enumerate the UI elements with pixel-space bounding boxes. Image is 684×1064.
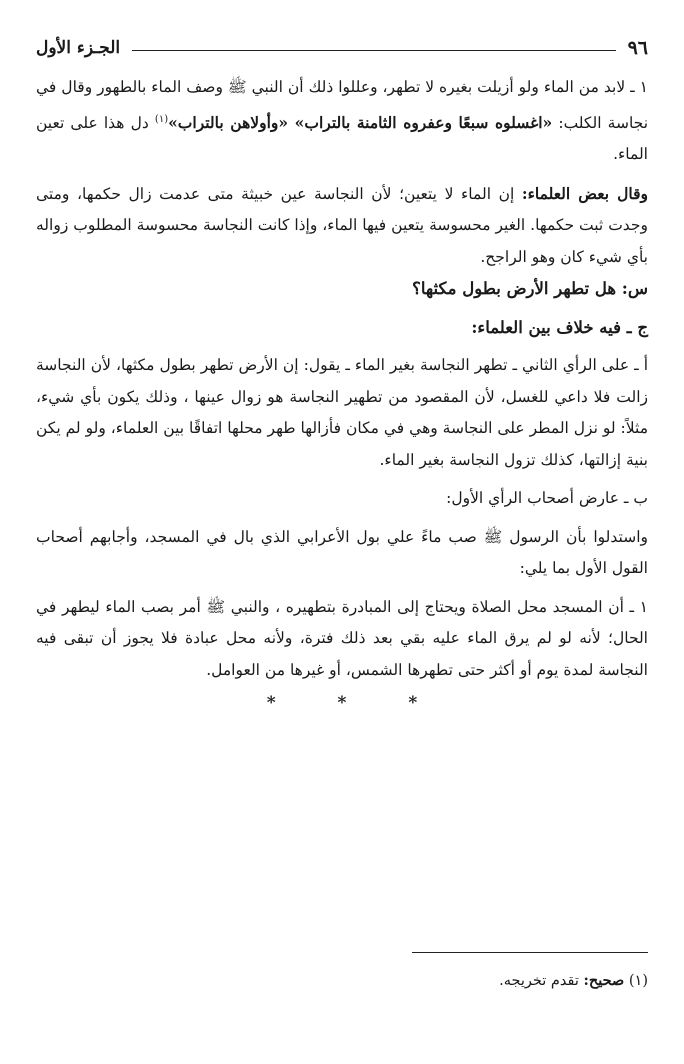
answer-heading: ج ـ فيه خلاف بين العلماء: [471,317,648,337]
question: س: هل تطهر الأرض بطول مكثها؟ [412,279,648,299]
running-title: الجـزء الأول [36,38,121,58]
paragraph-4: ب ـ عارض أصحاب الرأي الأول: [446,489,648,508]
page-number: ٩٦ [627,37,648,59]
footnote-label: صحيح: [583,972,625,989]
paragraph-6: ١ ـ أن المسجد محل الصلاة ويحتاج إلى المبادرة بتطهيره ، والنبي ﷺ أمر بصب الماء ليطهر في الحال؛ لأنه لو لم يرق الماء عليه بقي بعد ذلك فترة، ولأنه محل عبادة فلا يجوز أن تبقى فيه النجاسة لمدة يوم أو أكثر حتى تطهرها الشمس، أو غيرها من العوامل. [36,597,648,679]
paragraph-1-end: دل هذا على تعين الماء. [36,113,648,164]
paragraph-1-text: ١ ـ لابد من الماء ولو أزيلت بغيره لا تطهر، وعللوا ذلك أن النبي ﷺ وصف الماء بالطهور وقال في نجاسة الكلب: [36,78,649,132]
footnote-text: تقدم تخريجه. [499,973,584,989]
paragraph-3: أ ـ على الرأي الثاني ـ تطهر النجاسة بغير الماء ـ يقول: إن الأرض تطهر بطول مكثها، لأن النجاسة زالت فلا داعي للغسل، لأن المقصود من تطهير النجاسة هو زوال عينها ، وذلك يكون بأي شيء، مثلاً: لو نزل المطر على النجاسة وهي في مكان فأزالها طهر محلها اتفاقًا بين العلماء، ولو لم يكن بنية إزالتها، كذلك تزول النجاسة بغير الماء. [36,356,648,469]
page-body [36,72,648,720]
footnote-rule [412,952,648,953]
header-rule [132,50,615,51]
page-header [36,34,648,62]
footnote-marker: (١) [628,973,648,989]
hadith-quote: «اغسلوه سبعًا وعفروه الثامنة بالتراب» «وأولاهن بالتراب» [168,112,553,132]
scholars-opinion-label: وقال بعض العلماء: [521,183,648,203]
section-separator: * * * [266,693,446,714]
paragraph-2-text: إن الماء لا يتعين؛ لأن النجاسة عين خبيثة متى عدمت زال حكمها، ومتى وجدت ثبت حكمها. الغير محسوسة يتعين فيها الماء، وإذا كانت النجاسة محسوسة المطلوب زواله بأي شيء كان وهو الراجح. [36,184,648,266]
footnote-ref[interactable]: (١) [154,113,169,125]
paragraph-1 [36,72,648,171]
paragraph-5: واستدلوا بأن الرسول ﷺ صب ماءً علي بول الأعرابي الذي بال في المسجد، وأجابهم أصحاب القول الأول بما يلي: [36,527,648,578]
paragraph-2 [36,178,648,274]
footnote [36,972,648,989]
